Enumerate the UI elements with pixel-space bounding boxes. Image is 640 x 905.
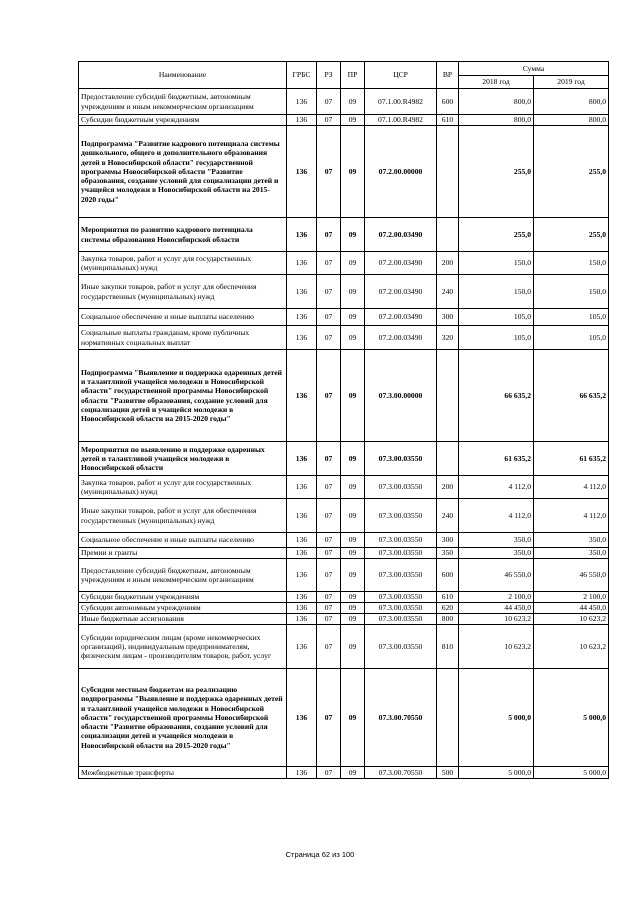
cell-grbs: 136: [287, 89, 317, 115]
cell-grbs: 136: [287, 309, 317, 326]
table-row: [79, 309, 609, 326]
cell-sum-2019: 350,0: [534, 533, 609, 548]
cell-name: Мероприятия по выявлению и поддержке одаренных детей и талантливой учащейся молодежи в Новосибирской области: [79, 442, 287, 476]
table-row: [79, 252, 609, 275]
cell-name: Социальное обеспечение и иные выплаты населению: [79, 533, 287, 548]
cell-name: Субсидии юридическим лицам (кроме некоммерческих организаций), индивидуальным предпринимателям, физическим лицам - производителям товаров, работ, услуг: [79, 625, 287, 669]
cell-grbs: 136: [287, 592, 317, 603]
cell-sum-2019: 2 100,0: [534, 592, 609, 603]
cell-vr: 300: [437, 309, 459, 326]
cell-grbs: 136: [287, 625, 317, 669]
cell-pr: 09: [341, 476, 365, 499]
cell-sum-2018: 5 000,0: [459, 767, 534, 779]
table-row: [79, 625, 609, 669]
cell-pr: 09: [341, 499, 365, 533]
table-row: [79, 275, 609, 309]
cell-vr: 300: [437, 533, 459, 548]
table-row: [79, 559, 609, 592]
cell-pr: 09: [341, 218, 365, 252]
cell-pr: 09: [341, 442, 365, 476]
cell-sum-2019: 255,0: [534, 218, 609, 252]
cell-vr: [437, 218, 459, 252]
cell-rz: 07: [317, 89, 341, 115]
header-grbs: ГРБС: [287, 62, 317, 89]
cell-grbs: 136: [287, 126, 317, 218]
table-body: [79, 89, 609, 779]
cell-csr: 07.2.00.03490: [365, 309, 437, 326]
cell-rz: 07: [317, 559, 341, 592]
cell-sum-2018: 4 112,0: [459, 499, 534, 533]
cell-sum-2019: 800,0: [534, 115, 609, 126]
cell-grbs: 136: [287, 115, 317, 126]
cell-sum-2018: 44 450,0: [459, 603, 534, 614]
header-pr: ПР: [341, 62, 365, 89]
cell-pr: 09: [341, 275, 365, 309]
cell-sum-2019: 105,0: [534, 309, 609, 326]
cell-sum-2018: 150,0: [459, 252, 534, 275]
page-footer: Страница 62 из 100: [285, 850, 355, 859]
cell-pr: 09: [341, 669, 365, 767]
cell-pr: 09: [341, 614, 365, 625]
cell-sum-2018: 5 000,0: [459, 669, 534, 767]
cell-sum-2019: 4 112,0: [534, 499, 609, 533]
table-row: [79, 89, 609, 115]
cell-sum-2018: 800,0: [459, 115, 534, 126]
cell-pr: 09: [341, 533, 365, 548]
cell-csr: 07.3.00.03550: [365, 603, 437, 614]
table-row: [79, 476, 609, 499]
cell-csr: 07.3.00.03550: [365, 625, 437, 669]
cell-sum-2018: 255,0: [459, 218, 534, 252]
cell-sum-2018: 10 623,2: [459, 614, 534, 625]
table-row: [79, 115, 609, 126]
cell-csr: 07.3.00.03550: [365, 476, 437, 499]
cell-rz: 07: [317, 767, 341, 779]
cell-name: Предоставление субсидий бюджетным, автономным учреждениям и иным некоммерческим организациям: [79, 89, 287, 115]
cell-sum-2019: 5 000,0: [534, 669, 609, 767]
cell-pr: 09: [341, 767, 365, 779]
cell-sum-2018: 66 635,2: [459, 350, 534, 442]
cell-name: Субсидии местным бюджетам на реализацию подпрограммы "Выявление и поддержка одаренных детей и талантливой учащейся молодежи в Новосибирской области" государственной программы Новосибирской области "Развитие образования, создание условий для социализации детей и учащейся молодежи в Новосибирской области на 2015-2020 годы": [79, 669, 287, 767]
cell-vr: [437, 126, 459, 218]
cell-pr: 09: [341, 625, 365, 669]
cell-csr: 07.3.00.03550: [365, 533, 437, 548]
cell-grbs: 136: [287, 614, 317, 625]
cell-rz: 07: [317, 533, 341, 548]
cell-name: Субсидии автономным учреждениям: [79, 603, 287, 614]
cell-grbs: 136: [287, 326, 317, 350]
cell-csr: 07.3.00.03550: [365, 559, 437, 592]
cell-sum-2018: 255,0: [459, 126, 534, 218]
cell-name: Подпрограмма "Выявление и поддержка одаренных детей и талантливой учащейся молодежи в Новосибирской области" государственной программы Новосибирской области "Развитие образования, создание условий для социализации детей и учащейся молодежи в Новосибирской области на 2015-2020 годы": [79, 350, 287, 442]
cell-vr: 350: [437, 548, 459, 559]
cell-name: Социальное обеспечение и иные выплаты населению: [79, 309, 287, 326]
cell-rz: 07: [317, 126, 341, 218]
header-year-2019: 2019 год: [534, 76, 609, 89]
header-year-2018: 2018 год: [459, 76, 534, 89]
cell-sum-2018: 150,0: [459, 275, 534, 309]
cell-pr: 09: [341, 126, 365, 218]
cell-rz: 07: [317, 309, 341, 326]
table-row: [79, 614, 609, 625]
cell-name: Премии и гранты: [79, 548, 287, 559]
cell-sum-2018: 61 635,2: [459, 442, 534, 476]
cell-rz: 07: [317, 326, 341, 350]
cell-sum-2018: 350,0: [459, 533, 534, 548]
header-rz: РЗ: [317, 62, 341, 89]
cell-grbs: 136: [287, 275, 317, 309]
cell-pr: 09: [341, 548, 365, 559]
cell-sum-2019: 105,0: [534, 326, 609, 350]
cell-pr: 09: [341, 309, 365, 326]
cell-grbs: 136: [287, 218, 317, 252]
cell-vr: 800: [437, 614, 459, 625]
table-row: [79, 442, 609, 476]
cell-sum-2019: 10 623,2: [534, 625, 609, 669]
table-row: [79, 350, 609, 442]
cell-name: Субсидии бюджетным учреждениям: [79, 115, 287, 126]
cell-vr: 200: [437, 252, 459, 275]
table-row: [79, 767, 609, 779]
cell-grbs: 136: [287, 603, 317, 614]
cell-sum-2018: 46 550,0: [459, 559, 534, 592]
cell-sum-2018: 105,0: [459, 326, 534, 350]
cell-rz: 07: [317, 614, 341, 625]
cell-csr: 07.3.00.03550: [365, 592, 437, 603]
cell-pr: 09: [341, 559, 365, 592]
cell-sum-2018: 4 112,0: [459, 476, 534, 499]
cell-name: Мероприятия по развитию кадрового потенциала системы образования Новосибирской области: [79, 218, 287, 252]
cell-csr: 07.3.00.03550: [365, 442, 437, 476]
cell-sum-2018: 800,0: [459, 89, 534, 115]
cell-name: Иные закупки товаров, работ и услуг для обеспечения государственных (муниципальных) нужд: [79, 499, 287, 533]
table-row: [79, 669, 609, 767]
budget-table: [78, 61, 609, 779]
table-row: [79, 603, 609, 614]
cell-name: Иные закупки товаров, работ и услуг для обеспечения государственных (муниципальных) нужд: [79, 275, 287, 309]
cell-grbs: 136: [287, 669, 317, 767]
cell-name: Закупка товаров, работ и услуг для государственных (муниципальных) нужд: [79, 476, 287, 499]
cell-csr: 07.3.00.03550: [365, 614, 437, 625]
cell-pr: 09: [341, 252, 365, 275]
cell-rz: 07: [317, 275, 341, 309]
cell-rz: 07: [317, 442, 341, 476]
cell-name: Закупка товаров, работ и услуг для государственных (муниципальных) нужд: [79, 252, 287, 275]
cell-sum-2019: 61 635,2: [534, 442, 609, 476]
cell-csr: 07.3.00.03550: [365, 499, 437, 533]
header-name: Наименование: [79, 62, 287, 89]
header-sum: Сумма: [459, 62, 609, 76]
cell-vr: [437, 669, 459, 767]
cell-sum-2019: 150,0: [534, 275, 609, 309]
cell-vr: [437, 350, 459, 442]
cell-rz: 07: [317, 115, 341, 126]
cell-rz: 07: [317, 603, 341, 614]
cell-rz: 07: [317, 548, 341, 559]
cell-sum-2019: 800,0: [534, 89, 609, 115]
table-row: [79, 126, 609, 218]
cell-name: Межбюджетные трансферты: [79, 767, 287, 779]
cell-pr: 09: [341, 326, 365, 350]
cell-csr: 07.2.00.00000: [365, 126, 437, 218]
cell-vr: 600: [437, 559, 459, 592]
cell-rz: 07: [317, 218, 341, 252]
cell-grbs: 136: [287, 350, 317, 442]
cell-pr: 09: [341, 115, 365, 126]
table-row: [79, 548, 609, 559]
cell-grbs: 136: [287, 499, 317, 533]
cell-sum-2019: 46 550,0: [534, 559, 609, 592]
cell-sum-2019: 66 635,2: [534, 350, 609, 442]
cell-grbs: 136: [287, 442, 317, 476]
cell-csr: 07.1.00.R4982: [365, 89, 437, 115]
cell-sum-2019: 10 623,2: [534, 614, 609, 625]
table-row: [79, 592, 609, 603]
table-row: [79, 533, 609, 548]
cell-sum-2018: 105,0: [459, 309, 534, 326]
cell-grbs: 136: [287, 767, 317, 779]
cell-rz: 07: [317, 476, 341, 499]
cell-vr: 620: [437, 603, 459, 614]
cell-name: Субсидии бюджетным учреждениям: [79, 592, 287, 603]
cell-grbs: 136: [287, 533, 317, 548]
cell-pr: 09: [341, 89, 365, 115]
cell-sum-2018: 10 623,2: [459, 625, 534, 669]
cell-csr: 07.3.00.00000: [365, 350, 437, 442]
cell-sum-2018: 2 100,0: [459, 592, 534, 603]
cell-vr: 320: [437, 326, 459, 350]
cell-rz: 07: [317, 350, 341, 442]
cell-csr: 07.3.00.70550: [365, 669, 437, 767]
cell-name: Предоставление субсидий бюджетным, автономным учреждениям и иным некоммерческим организациям: [79, 559, 287, 592]
cell-csr: 07.2.00.03490: [365, 218, 437, 252]
cell-pr: 09: [341, 592, 365, 603]
cell-sum-2019: 4 112,0: [534, 476, 609, 499]
cell-vr: 610: [437, 115, 459, 126]
cell-vr: 240: [437, 275, 459, 309]
cell-rz: 07: [317, 592, 341, 603]
cell-csr: 07.2.00.03490: [365, 252, 437, 275]
cell-vr: 500: [437, 767, 459, 779]
cell-vr: 200: [437, 476, 459, 499]
cell-grbs: 136: [287, 548, 317, 559]
table-row: [79, 218, 609, 252]
cell-pr: 09: [341, 350, 365, 442]
cell-vr: 810: [437, 625, 459, 669]
cell-grbs: 136: [287, 559, 317, 592]
cell-sum-2019: 5 000,0: [534, 767, 609, 779]
cell-name: Социальные выплаты гражданам, кроме публичных нормативных социальных выплат: [79, 326, 287, 350]
cell-rz: 07: [317, 625, 341, 669]
cell-rz: 07: [317, 669, 341, 767]
cell-csr: 07.1.00.R4982: [365, 115, 437, 126]
cell-rz: 07: [317, 499, 341, 533]
cell-csr: 07.3.00.70550: [365, 767, 437, 779]
cell-sum-2018: 350,0: [459, 548, 534, 559]
cell-grbs: 136: [287, 252, 317, 275]
header-vr: ВР: [437, 62, 459, 89]
cell-csr: 07.2.00.03490: [365, 275, 437, 309]
cell-name: Подпрограмма "Развитие кадрового потенциала системы дошкольного, общего и дополнительного образования детей в Новосибирской области" государственной программы Новосибирской области "Развитие образования, создание условий для социализации детей и учащейся молодежи в Новосибирской области на 2015-2020 годы": [79, 126, 287, 218]
cell-sum-2019: 150,0: [534, 252, 609, 275]
cell-vr: 240: [437, 499, 459, 533]
table-row: [79, 499, 609, 533]
cell-sum-2019: 350,0: [534, 548, 609, 559]
cell-csr: 07.2.00.03490: [365, 326, 437, 350]
header-csr: ЦСР: [365, 62, 437, 89]
cell-sum-2019: 255,0: [534, 126, 609, 218]
cell-vr: [437, 442, 459, 476]
cell-grbs: 136: [287, 476, 317, 499]
cell-name: Иные бюджетные ассигнования: [79, 614, 287, 625]
cell-sum-2019: 44 450,0: [534, 603, 609, 614]
cell-vr: 610: [437, 592, 459, 603]
cell-rz: 07: [317, 252, 341, 275]
table-row: [79, 326, 609, 350]
cell-vr: 600: [437, 89, 459, 115]
cell-csr: 07.3.00.03550: [365, 548, 437, 559]
cell-pr: 09: [341, 603, 365, 614]
